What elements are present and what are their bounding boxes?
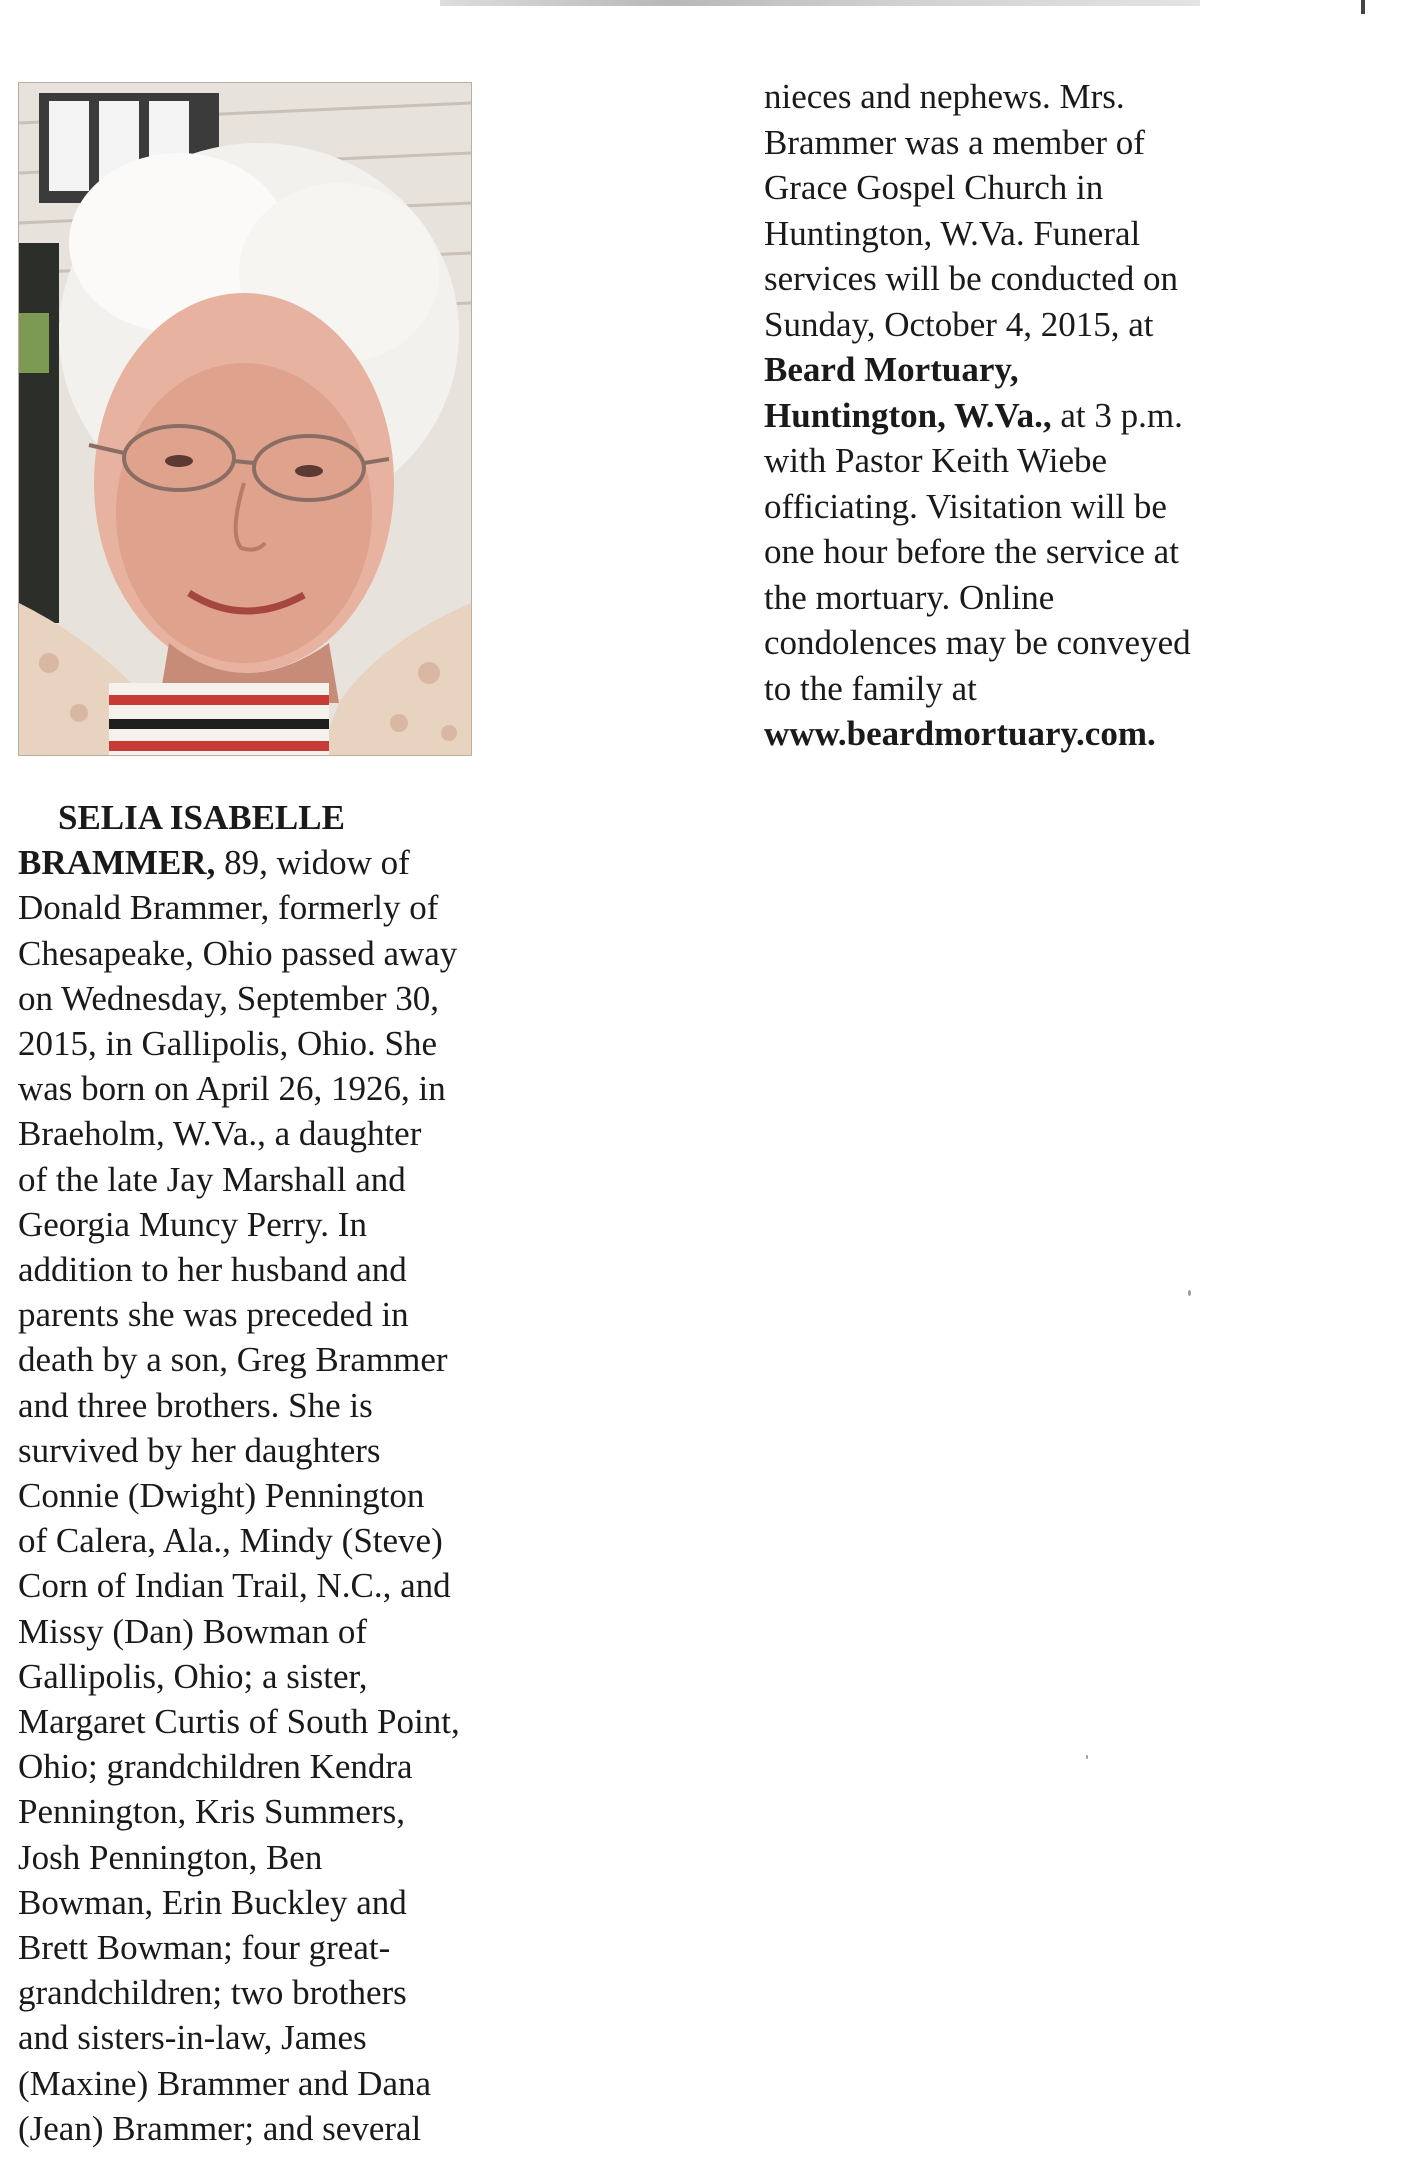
- obituary-line: nieces and nephews. Mrs.: [764, 77, 1125, 116]
- obituary-line: Corn of Indian Trail, N.C., and: [18, 1566, 451, 1606]
- obituary-line: Connie (Dwight) Pennington: [18, 1476, 425, 1516]
- obituary-line: grandchildren; two brothers: [18, 1973, 407, 2013]
- obituary-line: Ohio; grandchildren Kendra: [18, 1747, 413, 1787]
- scan-speck: [1086, 1755, 1088, 1759]
- obituary-line: officiating. Visitation will be: [764, 486, 1167, 526]
- obituary-line: Georgia Muncy Perry. In: [18, 1204, 367, 1244]
- obituary-line: Sunday, October 4, 2015, at: [764, 304, 1154, 344]
- obituary-line: Margaret Curtis of South Point,: [18, 1702, 460, 1742]
- obituary-line: was born on April 26, 1926, in: [18, 1069, 446, 1109]
- mortuary-location: Huntington, W.Va., at 3 p.m.: [764, 395, 1183, 435]
- obituary-line: Gallipolis, Ohio; a sister,: [18, 1656, 368, 1696]
- obituary-line: Braeholm, W.Va., a daughter: [18, 1114, 422, 1154]
- obituary-line: Grace Gospel Church in: [764, 168, 1104, 207]
- obituary-line: BRAMMER, 89, widow of: [18, 843, 410, 883]
- obituary-line: death by a son, Greg Brammer: [18, 1340, 448, 1380]
- obituary-line: on Wednesday, September 30,: [18, 978, 439, 1018]
- obituary-line: and sisters-in-law, James: [18, 2018, 367, 2058]
- obituary-line: Donald Brammer, formerly of: [18, 888, 439, 928]
- scan-speck: [1188, 1290, 1191, 1296]
- obituary-line: with Pastor Keith Wiebe: [764, 441, 1108, 480]
- obituary-line: to the family at: [764, 668, 977, 708]
- obituary-line: and three brothers. She is: [18, 1385, 373, 1425]
- obituary-line: condolences may be conveyed: [764, 623, 1191, 662]
- obituary-line: Brammer was a member of: [764, 122, 1145, 162]
- obituary-line: the mortuary. Online: [764, 577, 1055, 617]
- obituary-line: addition to her husband and: [18, 1250, 407, 1290]
- obituary-line: Brett Bowman; four great-: [18, 1928, 391, 1968]
- obituary-column-right: [764, 74, 1284, 757]
- obituary-line: Josh Pennington, Ben: [18, 1837, 323, 1877]
- obituary-line: (Maxine) Brammer and Dana: [18, 2063, 432, 2103]
- obituary-line: SELIA ISABELLE: [58, 798, 345, 837]
- portrait-illustration: [19, 83, 471, 755]
- scan-top-rule: [440, 0, 1200, 6]
- obituary-line: of the late Jay Marshall and: [18, 1159, 406, 1199]
- mortuary-name: Beard Mortuary,: [764, 350, 1019, 389]
- obituary-column-left: [18, 795, 538, 2151]
- obituary-line: Pennington, Kris Summers,: [18, 1792, 405, 1832]
- obituary-line: Missy (Dan) Bowman of: [18, 1611, 367, 1651]
- mortuary-website: www.beardmortuary.com.: [764, 714, 1156, 753]
- obituary-line: 2015, in Gallipolis, Ohio. She: [18, 1024, 438, 1064]
- obituary-line: parents she was preceded in: [18, 1295, 409, 1335]
- obituary-line: of Calera, Ala., Mindy (Steve): [18, 1521, 443, 1561]
- obituary-line: Huntington, W.Va. Funeral: [764, 213, 1141, 253]
- obituary-line: services will be conducted on: [764, 259, 1179, 298]
- obituary-line: Bowman, Erin Buckley and: [18, 1882, 407, 1922]
- obituary-line: (Jean) Brammer; and several: [18, 2108, 422, 2148]
- scan-edge-mark: [1361, 0, 1365, 14]
- portrait-photo: [18, 82, 472, 756]
- obituary-line: one hour before the service at: [764, 532, 1179, 571]
- obituary-line: survived by her daughters: [18, 1430, 381, 1470]
- obituary-line: Chesapeake, Ohio passed away: [18, 933, 458, 973]
